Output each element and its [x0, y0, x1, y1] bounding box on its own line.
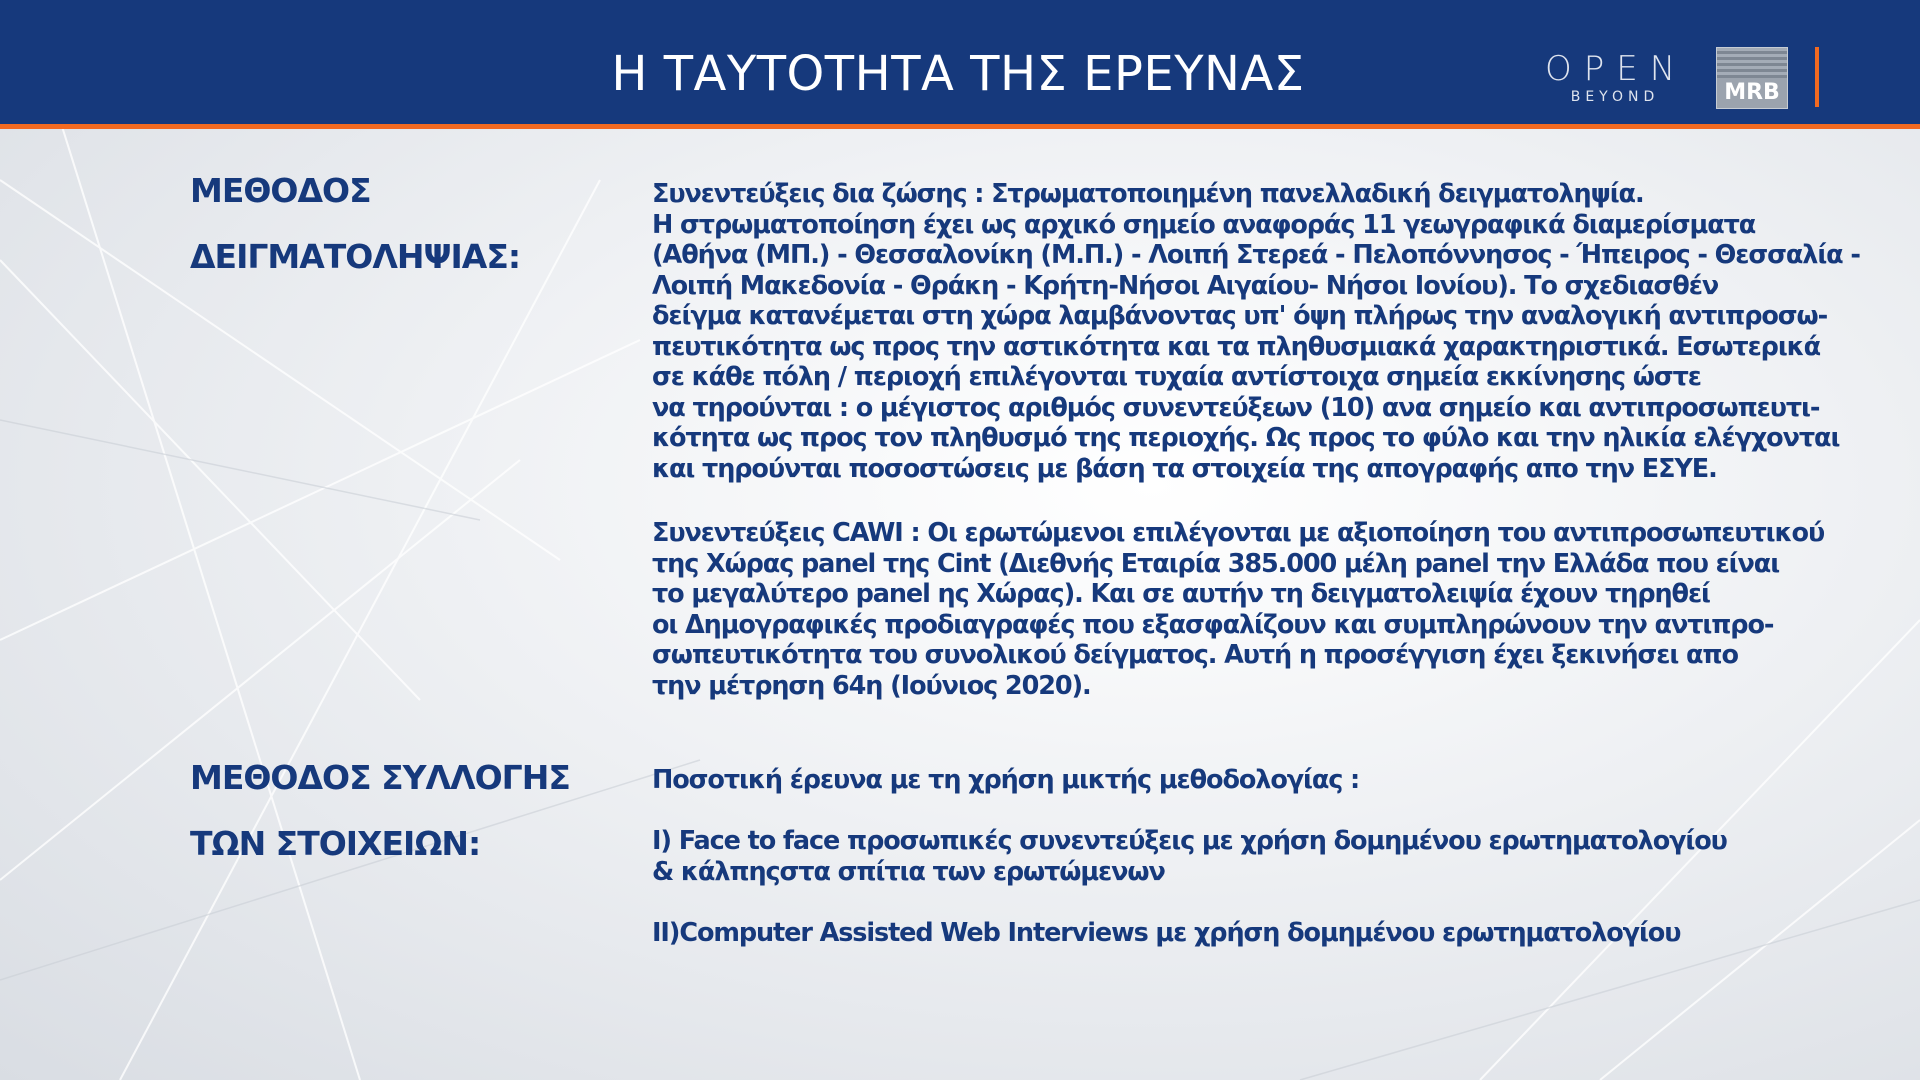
- mrb-logo: [1716, 47, 1788, 109]
- open-logo-word: OPEN: [1545, 49, 1688, 89]
- text-line: την μέτρηση 64η (Ιούνιος 2020).: [652, 670, 1091, 701]
- text-line: I) Face to face προσωπικές συνεντεύξεις με χρήση δομημένου ερωτηματολογίου: [652, 826, 1727, 856]
- text-line: να τηρούνται : ο μέγιστος αριθμός συνεντεύξεων (10) ανα σημείο και αντιπροσωπευτι-: [652, 392, 1820, 423]
- collection-method-label: [190, 745, 570, 877]
- text-line: οι Δημογραφικές προδιαγραφές που εξασφαλίζουν και συμπληρώνουν την αντιπρο-: [652, 609, 1774, 640]
- header-accent-divider: [1815, 47, 1819, 107]
- header-bar: [0, 0, 1920, 129]
- text-line: κότητα ως προς τον πληθυσμό της περιοχής. Ως προς το φύλο και την ηλικία ελέγχονται: [652, 423, 1840, 453]
- collection-item-1: [652, 826, 1902, 887]
- open-beyond-logo: [1545, 49, 1688, 110]
- text-line: σε κάθε πόλη / περιοχή επιλέγονται τυχαία αντίστοιχα σημεία εκκίνησης ώστε: [652, 362, 1701, 392]
- label-line: ΜΕΘΟΔΟΣ: [190, 171, 371, 210]
- open-logo-subtitle: BEYOND: [1570, 89, 1660, 105]
- text-line: Συνεντεύξεις CAWI : Οι ερωτώμενοι επιλέγονται με αξιοποίηση του αντιπροσωπευτικού: [652, 518, 1825, 548]
- sampling-paragraph-2: [652, 518, 1902, 701]
- text-line: Λοιπή Μακεδονία - Θράκη - Κρήτη-Νήσοι Αιγαίου- Νήσοι Ιονίου). Το σχεδιασθέν: [652, 270, 1719, 301]
- label-line: ΔΕΙΓΜΑΤΟΛΗΨΙΑΣ:: [190, 237, 521, 276]
- text-line: Η στρωματοποίηση έχει ως αρχικό σημείο αναφοράς 11 γεωγραφικά διαμερίσματα: [652, 209, 1756, 240]
- label-line: ΤΩΝ ΣΤΟΙΧΕΙΩΝ:: [190, 824, 481, 863]
- mrb-logo-stripes: [1717, 48, 1787, 78]
- label-line: ΜΕΘΟΔΟΣ ΣΥΛΛΟΓΗΣ: [190, 758, 570, 797]
- mrb-logo-text: MRB: [1724, 80, 1780, 105]
- text-line: πευτικότητα ως προς την αστικότητα και τα πληθυσμιακά χαρακτηριστικά. Εσωτερικά: [652, 331, 1821, 362]
- text-line: II)Computer Assisted Web Interviews με χρήση δομημένου ερωτηματολογίου: [652, 918, 1681, 948]
- text-line: & κάλπηςστα σπίτια των ερωτώμενων: [652, 856, 1165, 887]
- page-title: Η ΤΑΥΤΟΤΗΤΑ ΤΗΣ ΕΡΕΥΝΑΣ: [611, 46, 1305, 102]
- text-line: σωπευτικότητα του συνολικού δείγματος. Αυτή η προσέγγιση έχει ξεκινήσει απο: [652, 640, 1738, 670]
- text-line: Συνεντεύξεις δια ζώσης : Στρωματοποιημένη πανελλαδική δειγματοληψία.: [652, 179, 1644, 209]
- text-line: της Χώρας panel της Cint (Διεθνής Εταιρία 385.000 μέλη panel την Ελλάδα που είναι: [652, 548, 1780, 579]
- collection-item-2: [652, 918, 1902, 949]
- text-line: το μεγαλύτερο panel ης Χώρας). Και σε αυτήν τη δειγματολειψία έχουν τηρηθεί: [652, 579, 1710, 609]
- collection-intro: [652, 765, 1902, 796]
- text-line: και τηρούνται ποσοστώσεις με βάση τα στοιχεία της απογραφής απο την ΕΣΥΕ.: [652, 453, 1717, 484]
- text-line: Ποσοτική έρευνα με τη χρήση μικτής μεθοδολογίας :: [652, 765, 1360, 795]
- sampling-method-label: [190, 158, 520, 290]
- text-line: δείγμα κατανέμεται στη χώρα λαμβάνοντας υπ' όψη πλήρως την αναλογική αντιπροσω-: [652, 301, 1828, 331]
- text-line: (Αθήνα (ΜΠ.) - Θεσσαλονίκη (Μ.Π.) - Λοιπή Στερεά - Πελοπόννησος - Ήπειρος - Θεσσαλία -: [652, 240, 1860, 270]
- sampling-paragraph-1: [652, 179, 1902, 484]
